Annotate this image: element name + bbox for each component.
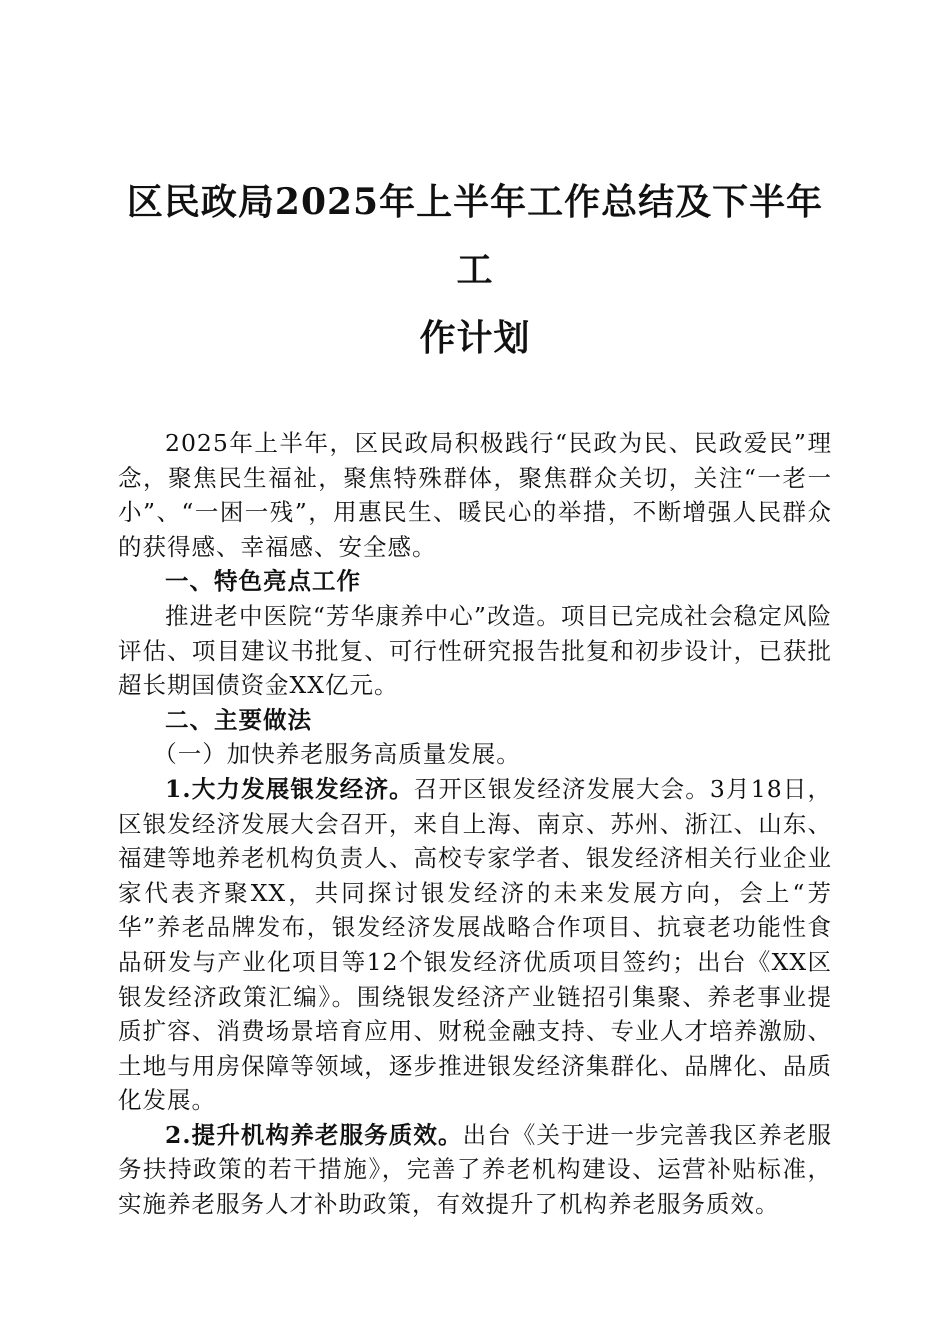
section-2-heading: 二、主要做法 — [165, 705, 312, 734]
document-page — [118, 168, 832, 1222]
section-1-paragraph: 推进老中医院“芳华康养中心”改造。项目已完成社会稳定风险评估、项目建议书批复、可行性研究报告批复和初步设计，已获批超长期国债资金XX亿元。 — [118, 601, 832, 700]
title-line-1: 区民政局2025年上半年工作总结及下半年工 — [126, 181, 824, 291]
item-2-lead: 2.提升机构养老服务质效。 — [165, 1120, 463, 1149]
title-line-2: 作计划 — [419, 317, 531, 359]
item-1-paragraph — [118, 772, 832, 1118]
item-1-lead: 1.大力发展银发经济。 — [165, 774, 414, 803]
item-1-text: 召开区银发经济发展大会。3月18日，区银发经济发展大会召开，来自上海、南京、苏州、浙江、山东、福建等地养老机构负责人、高校专家学者、银发经济相关行业企业家代表齐聚XX，共同探讨银发经济的未来发展方向，会上“芳华”养老品牌发布，银发经济发展战略合作项目、抗衰老功能性食品研发与产业化项目等12个银发经济优质项目签约；出台《XX区银发经济政策汇编》。围绕银发经济产业链招引集聚、养老事业提质扩容、消费场景培育应用、财税金融支持、专业人才培养激励、土地与用房保障等领域，逐步推进银发经济集群化、品牌化、品质化发展。 — [118, 774, 832, 1115]
document-body — [118, 426, 832, 1222]
section-1-heading: 一、特色亮点工作 — [165, 567, 361, 596]
subsection-1-heading: （一）加快养老服务高质量发展。 — [153, 740, 521, 769]
item-2-text: 出台《关于进一步完善我区养老服务扶持政策的若干措施》，完善了养老机构建设、运营补贴标准，实施养老服务人才补助政策，有效提升了机构养老服务质效。 — [118, 1120, 832, 1219]
item-2-paragraph — [118, 1118, 832, 1222]
intro-paragraph: 2025年上半年，区民政局积极践行“民政为民、民政爱民”理念，聚焦民生福祉，聚焦特殊群体，聚焦群众关切，关注“一老一小”、“一困一残”，用惠民生、暖民心的举措，不断增强人民群众的获得感、幸福感、安全感。 — [118, 429, 832, 561]
document-title — [118, 168, 832, 372]
